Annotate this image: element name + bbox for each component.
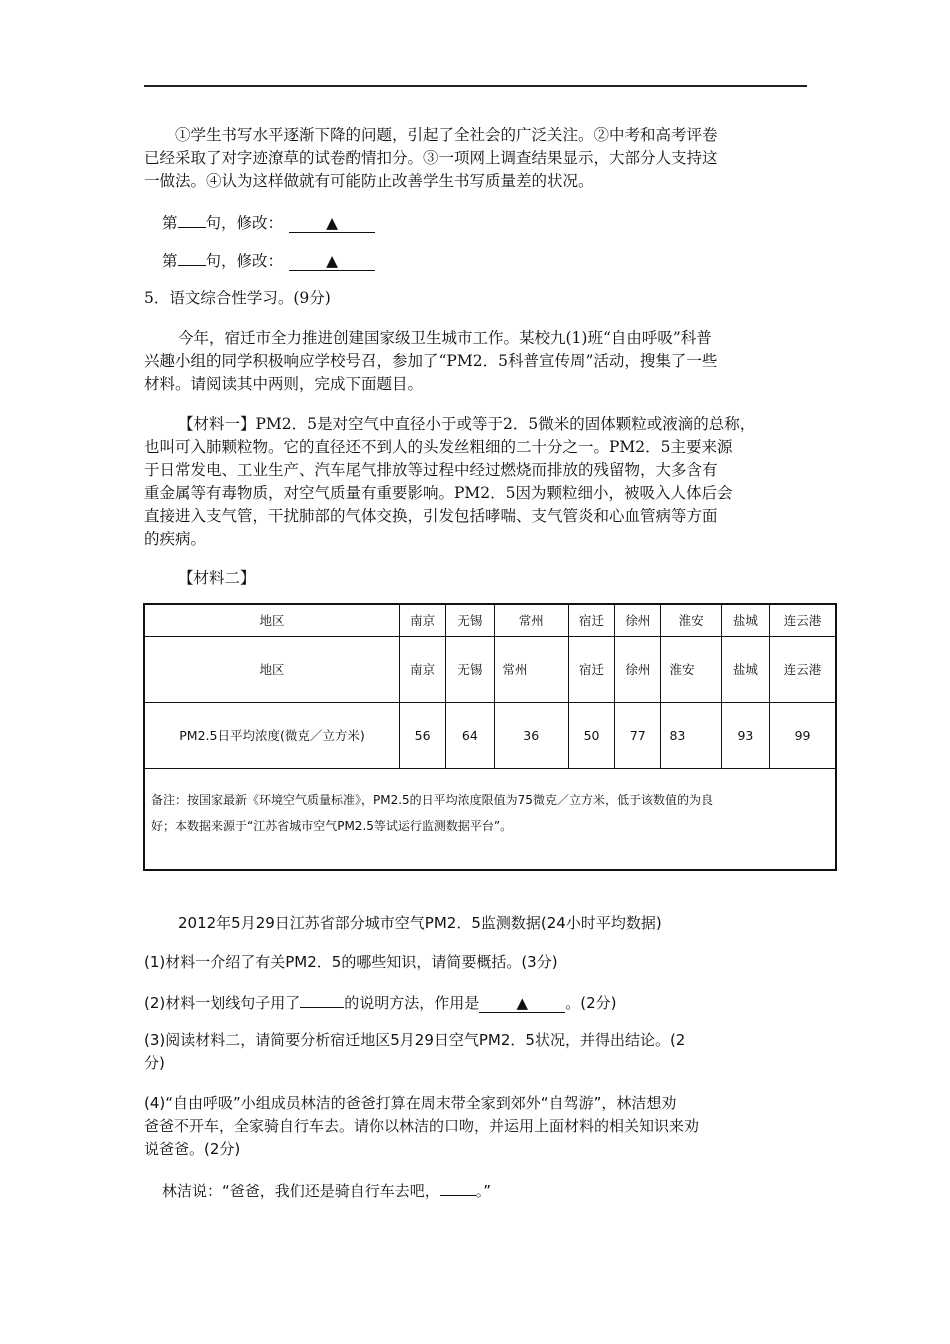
- pm25-table: [143, 603, 837, 871]
- answer-line: 林洁说：“爸爸，我们还是骑自行车去吧， 。”: [162, 1178, 491, 1203]
- region-cell: 连云港: [770, 636, 836, 702]
- note-line-1: 备注：按国家最新《环境空气质量标准》，PM2.5的日平均浓度限值为75微克／立方米，低于该数值的为良: [151, 792, 713, 807]
- s4-line-3: 一做法。④认为这样做就有可能防止改善学生书写质量差的状况。: [144, 172, 594, 190]
- table-note-row: [144, 768, 836, 870]
- value-cell: 50: [568, 702, 614, 768]
- table-row: [144, 636, 836, 702]
- s4-line-1: ①学生书写水平逐渐下降的问题，引起了全社会的广泛关注。②中考和高考评卷: [175, 126, 718, 144]
- region-cell: 无锡: [446, 604, 494, 636]
- sentence-number-blank-2[interactable]: [178, 248, 206, 266]
- region-cell: 淮安: [661, 636, 721, 702]
- question-4-line-3: 说爸爸。(2分): [144, 1140, 241, 1158]
- region-cell: 南京: [399, 636, 445, 702]
- region-cell: 无锡: [446, 636, 494, 702]
- table-row: [144, 702, 836, 768]
- value-cell: 36: [494, 702, 568, 768]
- region-cell: 盐城: [721, 636, 769, 702]
- table-note: [144, 768, 836, 870]
- intro-line-3: 材料。请阅读其中两则，完成下面题目。: [144, 375, 424, 393]
- intro-line-1: 今年，宿迁市全力推进创建国家级卫生城市工作。某校九(1)班“自由呼吸”科普: [178, 329, 712, 347]
- region-cell: 徐州: [615, 604, 661, 636]
- question-1: (1)材料一介绍了有关PM2．5的哪些知识，请简要概括。(3分): [144, 953, 558, 971]
- region-cell: 连云港: [770, 604, 836, 636]
- note-line-2: 好；本数据来源于“江苏省城市空气PM2.5等试运行监测数据平台”。: [151, 818, 513, 833]
- answer-blank[interactable]: [440, 1178, 476, 1196]
- top-rule: [144, 85, 807, 87]
- header-label-cell: 地区: [144, 636, 399, 702]
- value-cell: 99: [770, 702, 836, 768]
- fix-line-2: 第 句，修改： ▲: [162, 248, 375, 273]
- revision-blank-1[interactable]: [289, 215, 375, 233]
- value-cell: 83: [661, 702, 721, 768]
- revision-blank-2[interactable]: [289, 253, 375, 271]
- effect-blank[interactable]: [479, 995, 565, 1013]
- value-cell: 56: [399, 702, 445, 768]
- region-cell: 徐州: [615, 636, 661, 702]
- table-caption: 2012年5月29日江苏省部分城市空气PM2．5监测数据(24小时平均数据): [178, 914, 662, 932]
- material1-line-5: 直接进入支气管，干扰肺部的气体交换，引发包括哮喘、支气管炎和心血管病等方面: [144, 507, 718, 525]
- material1-line-3: 于日常发电、工业生产、汽车尾气排放等过程中经过燃烧而排放的残留物，大多含有: [144, 461, 718, 479]
- region-cell: 淮安: [661, 604, 721, 636]
- question-4-line-2: 爸爸不开车，全家骑自行车去。请你以林洁的口吻，并运用上面材料的相关知识来劝: [144, 1117, 700, 1135]
- region-cell: 宿迁: [568, 636, 614, 702]
- fix-line-1: 第 句，修改： ▲: [162, 210, 375, 235]
- question-2: (2)材料一划线句子用了 的说明方法，作用是 ▲ 。(2分): [144, 990, 617, 1015]
- material2-label: 【材料二】: [178, 569, 256, 587]
- table-row: [144, 604, 836, 636]
- value-cell: 93: [721, 702, 769, 768]
- region-cell: 宿迁: [568, 604, 614, 636]
- value-cell: 77: [615, 702, 661, 768]
- method-blank[interactable]: [300, 990, 344, 1008]
- question-3-line-1: (3)阅读材料二，请简要分析宿迁地区5月29日空气PM2．5状况，并得出结论。(2: [144, 1031, 686, 1049]
- triangle-icon: ▲: [326, 252, 338, 270]
- material1-line-4: 重金属等有毒物质，对空气质量有重要影响。PM2．5因为颗粒细小，被吸入人体后会: [144, 484, 733, 502]
- triangle-icon: ▲: [326, 214, 338, 232]
- s4-line-2: 已经采取了对字迹潦草的试卷酌情扣分。③一项网上调查结果显示，大部分人支持这: [144, 149, 718, 167]
- row-label-cell: PM2.5日平均浓度(微克／立方米): [144, 702, 399, 768]
- material1-line-1: 【材料一】PM2．5是对空气中直径小于或等于2．5微米的固体颗粒或液滴的总称，: [178, 415, 756, 433]
- value-cell: 64: [446, 702, 494, 768]
- section5-heading: 5．语文综合性学习。(9分): [144, 289, 331, 307]
- question-4-line-1: (4)“自由呼吸”小组成员林洁的爸爸打算在周末带全家到郊外“自驾游”，林洁想劝: [144, 1094, 677, 1112]
- sentence-number-blank-1[interactable]: [178, 210, 206, 228]
- region-cell: 南京: [399, 604, 445, 636]
- question-3-line-2: 分): [144, 1054, 165, 1072]
- region-cell: 常州: [494, 636, 568, 702]
- header-label-cell: 地区: [144, 604, 399, 636]
- material1-line-2: 也叫可入肺颗粒物。它的直径还不到人的头发丝粗细的二十分之一。PM2．5主要来源: [144, 438, 733, 456]
- material1-line-6: 的疾病。: [144, 530, 207, 548]
- intro-line-2: 兴趣小组的同学积极响应学校号召，参加了“PM2．5科普宣传周”活动，搜集了一些: [144, 352, 718, 370]
- region-cell: 常州: [494, 604, 568, 636]
- triangle-icon: ▲: [516, 994, 529, 1012]
- region-cell: 盐城: [721, 604, 769, 636]
